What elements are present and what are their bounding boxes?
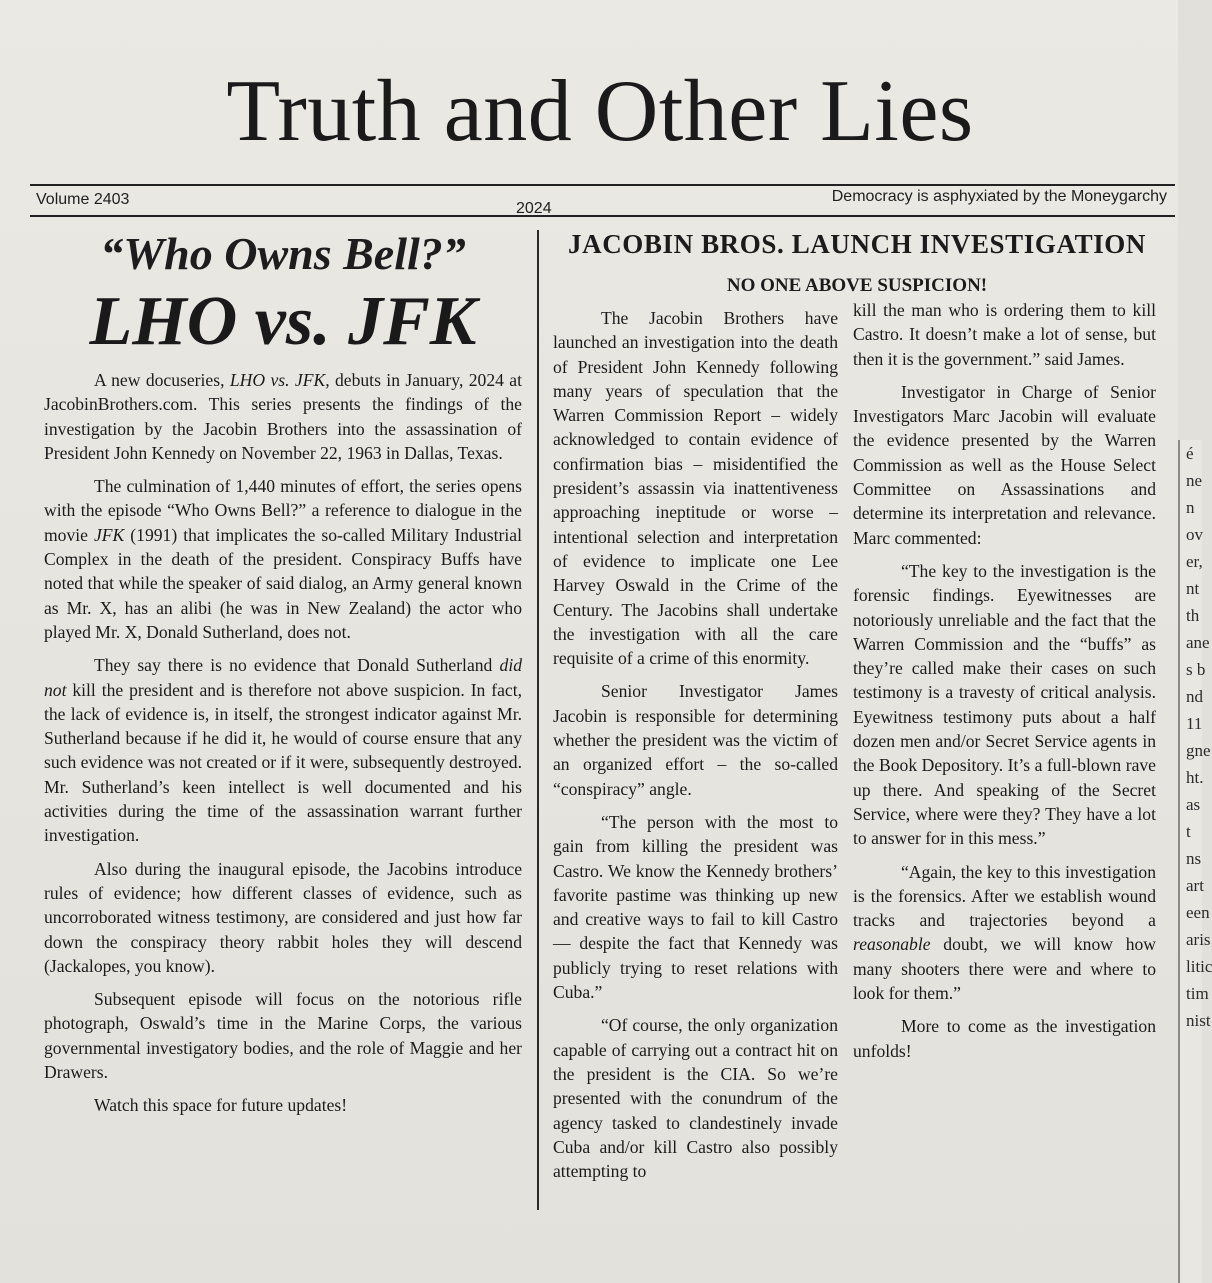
paragraph-continued: kill the man who is ordering them to kill Castro. It doesn’t make a lot of sense, but then it is the government.” said James. <box>853 300 1156 369</box>
right-article-headline: JACOBIN BROS. LAUNCH INVESTIGATION <box>568 229 1146 259</box>
paragraph: “The key to the investigation is the forensic findings. Eyewitnesses are notoriously unreliable and the fact that the Warren Commission and the “buffs” as they’re called make their cases on such testimony is a travesty of critical analysis. Eyewitness testimony puts about a half dozen men and/or Secret Service agents in the Book Depository. It’s a full-blown rave up there. And speaking of the Secret Service, where were they? They have a lot to answer for in this mess.” <box>853 560 1156 849</box>
edge-fragment: ne <box>1186 471 1203 490</box>
paragraph: “Of course, the only organization capable of carrying out a contract hit on the president is the CIA. So we’re presented with the conundrum of the agency tasked to clandestinely invade Cuba and/or kill Castro also possibly attempting to <box>553 1015 838 1182</box>
adjacent-page-edge <box>1178 440 1212 1283</box>
edge-fragment: er, <box>1186 552 1203 571</box>
edge-fragment: nt <box>1186 579 1200 598</box>
paragraph: “Again, the key to this investigation is the forensics. After we establish wound tracks and trajectories beyond a reasonable doubt, we will know how many shooters there were and where to look for them.” <box>853 861 1156 1004</box>
edge-fragment: é <box>1186 444 1194 463</box>
edge-fragment: nist <box>1186 1011 1211 1030</box>
edge-fragment: ane <box>1186 633 1210 652</box>
article-headline: LHO vs. JFK <box>89 283 477 360</box>
paragraph: Subsequent episode will focus on the notorious rifle photograph, Oswald’s time in the Marine Corps, the various governmental investigatory bodies, and the role of Maggie and her Drawers. <box>44 989 522 1083</box>
masthead-rule-bottom <box>30 215 1175 217</box>
paragraph: Investigator in Charge of Senior Investigators Marc Jacobin will evaluate the evidence presented by the Warren Commission as well as the House Select Committee on Assassinations and determine its interpretation and relevance. Marc commented: <box>853 381 1156 548</box>
edge-fragment: een <box>1186 903 1210 922</box>
edge-fragment: gne <box>1186 741 1211 760</box>
paragraph: The Jacobin Brothers have launched an investigation into the death of President John Kennedy following many years of speculation that the Warren Commission Report – widely acknowledged to contain evidence of confirmation bias – misidentified the president’s assassin via inattentiveness approaching ineptitude or worse – intentional selection and interpretation of evidence to implicate one Lee Harvey Oswald in the Crime of the Century. The Jacobins shall undertake the investigation with all the care requisite of a crime of this enormity. <box>553 308 838 669</box>
edge-fragment: nd <box>1186 687 1203 706</box>
volume-number: Volume 2403 <box>36 191 130 208</box>
edge-fragment: litic <box>1186 957 1212 976</box>
edge-fragment: ov <box>1186 525 1203 544</box>
edge-fragment: tim <box>1186 984 1209 1003</box>
right-article-column-1 <box>553 306 838 1192</box>
column-divider <box>537 230 539 1210</box>
paragraph: “The person with the most to gain from killing the president was Castro. We know the Kennedy brothers’ favorite pastime was thinking up new and creative ways to fail to kill Castro— despite the fact that Kennedy was publicly trying to reset relations with Cuba.” <box>553 811 838 1003</box>
paragraph: Watch this space for future updates! <box>94 1095 348 1116</box>
edge-fragment: as <box>1186 795 1201 814</box>
masthead-info-bar <box>36 188 1171 217</box>
article-body <box>44 368 522 1118</box>
edge-fragment: art <box>1186 876 1204 895</box>
right-article-subhead: NO ONE ABOVE SUSPICION! <box>726 275 988 296</box>
edge-fragment: aris <box>1186 930 1211 949</box>
edge-fragment: ns <box>1186 849 1202 868</box>
masthead-motto: Democracy is asphyxiated by the Moneygarchy <box>831 188 1167 205</box>
paragraph: Senior Investigator James Jacobin is responsible for determining whether the president was the victim of an organized effort – the so-called “conspiracy” angle. <box>553 681 838 799</box>
article-kicker: “Who Owns Bell?” <box>100 228 466 279</box>
edge-fragment: t <box>1186 822 1191 841</box>
masthead-rule-top <box>30 184 1175 186</box>
issue-year: 2024 <box>516 200 552 217</box>
edge-fragment: s b <box>1186 660 1206 679</box>
edge-fragment: n <box>1186 498 1195 517</box>
paragraph: Also during the inaugural episode, the Jacobins introduce rules of evidence; how different classes of evidence, such as uncorroborated witness testimony, are considered and just how far down the conspiracy theory rabbit holes they will descend (Jackalopes, you know). <box>44 858 522 976</box>
edge-fragment: 11 <box>1186 714 1203 733</box>
edge-fragment: ht. <box>1186 768 1204 787</box>
masthead-title: Truth and Other Lies <box>226 63 974 160</box>
paragraph: More to come as the investigation unfolds! <box>853 1016 1156 1061</box>
paragraph: The culmination of 1,440 minutes of effort, the series opens with the episode “Who Owns Bell?” a reference to dialogue in the movie JFK (1991) that implicates the so-called Military Industrial Complex in the death of the president. Conspiracy Buffs have noted that while the speaker of said dialog, an Army general known as Mr. X, has an alibi (he was in New Zealand) the actor who played Mr. X, Donald Sutherland, does not. <box>44 476 522 642</box>
left-article <box>44 226 522 1127</box>
edge-fragment: th <box>1186 606 1200 625</box>
paragraph: A new docuseries, LHO vs. JFK, debuts in January, 2024 at JacobinBrothers.com. This series presents the findings of the investigation by the Jacobin Brothers into the assassination of President John Kennedy on November 22, 1963 in Dallas, Texas. <box>44 370 522 463</box>
paragraph: They say there is no evidence that Donald Sutherland did not kill the president and is therefore not above suspicion. In fact, the lack of evidence is, in itself, the strongest indicator against Mr. Sutherland because if he did it, he would of course ensure that any such evidence was not created or if it were, subsequently destroyed. Mr. Sutherland’s keen intellect is well documented and his activities during the time of the assassination warrant further investigation. <box>44 655 522 846</box>
right-article-column-2 <box>853 298 1156 1072</box>
